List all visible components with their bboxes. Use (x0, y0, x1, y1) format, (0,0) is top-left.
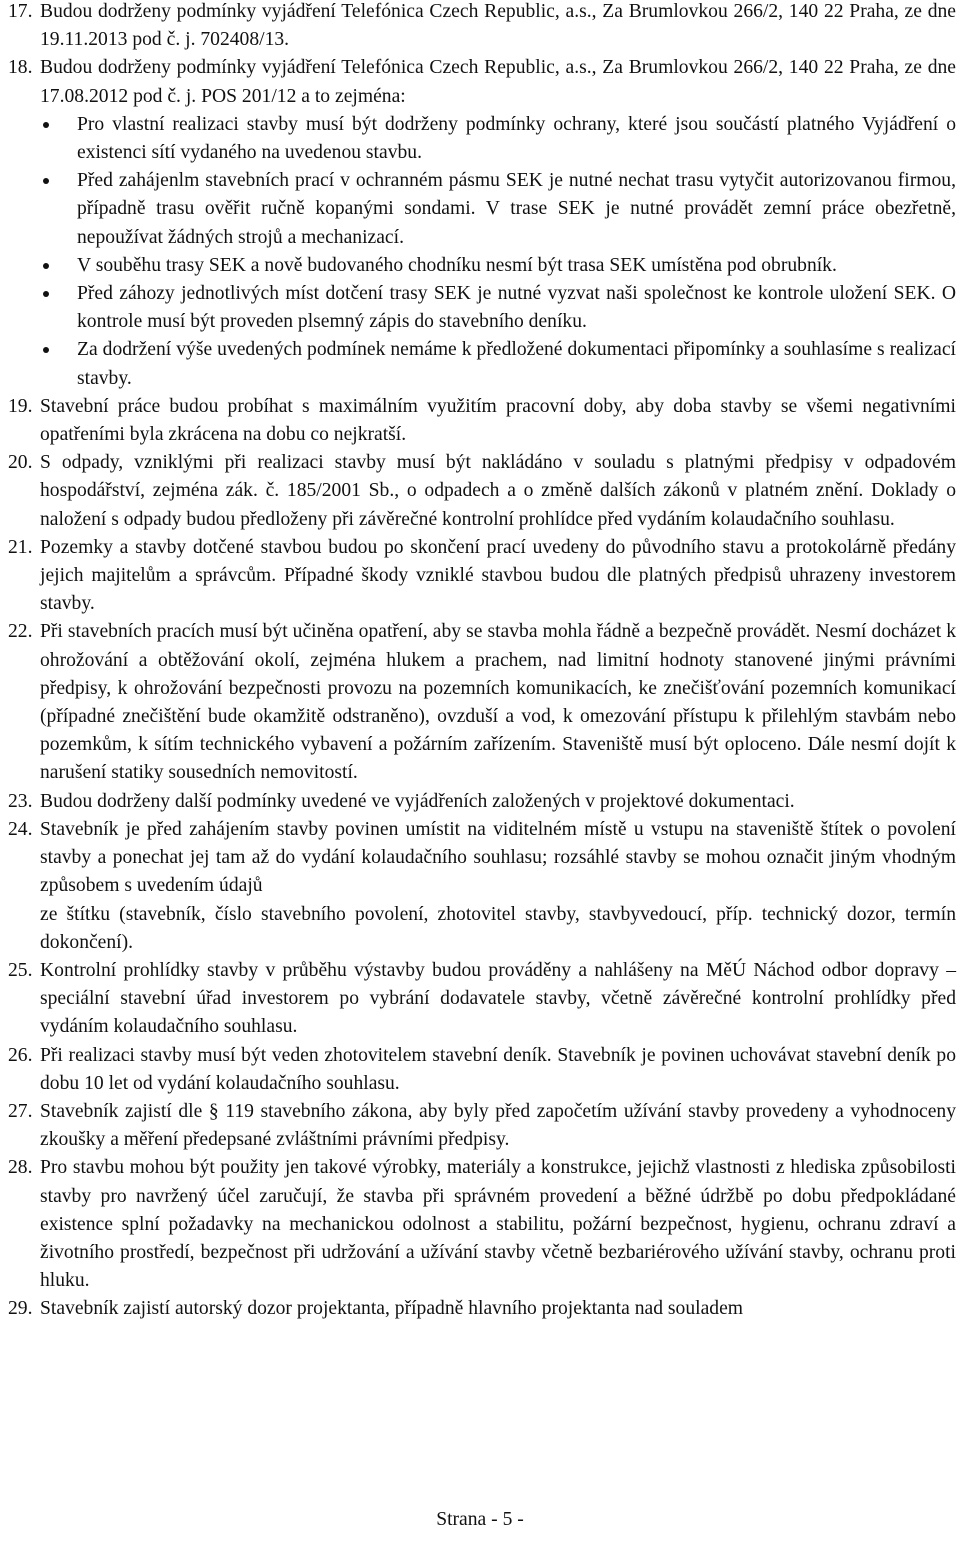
item-text: Pro stavbu mohou být použity jen takové výrobky, materiály a konstrukce, jejichž vlastnosti z hlediska způsobilosti stavby pro navržený účel zaručují, že stavba při správném provedení a běžné údržbě po dobu předpokládané existence splní požadavky na mechanickou odolnost a stabilitu, požární bezpečnost, hygienu, ochranu zdraví a životního prostředí, bezpečnost při udržování a užívání stavby včetně bezbariérového užívání stavby, ochranu proti hluku. (40, 1157, 956, 1292)
list-item-18 (8, 54, 956, 110)
item-number: 25. (8, 959, 33, 981)
item-number: 27. (8, 1100, 33, 1122)
list-item-22 (8, 618, 956, 787)
list-item-20 (8, 449, 956, 534)
item-text: Při stavebních pracích musí být učiněna opatření, aby se stavba mohla řádně a bezpečně provádět. Nesmí docházet k ohrožování a obtěžování okolí, zejména hlukem a prachem, nad limitní hodnoty stanovené jinými právními předpisy, k ohrožování bezpečnosti provozu na pozemních komunikacích, ke znečišťování pozemních komunikací (případné znečištění bude okamžitě odstraněno), ovzduší a vod, k omezování přístupu k přilehlým stavbám nebo pozemkům, k sítím technického vybavení a požárním zařízením. Staveniště musí být oploceno. Dále nesmí dojít k narušení statiky sousedních nemovitostí. (40, 621, 956, 784)
list-item-29 (8, 1295, 956, 1323)
item-number: 21. (8, 536, 33, 558)
item-number: 26. (8, 1044, 33, 1066)
item-text: Stavebník zajistí autorský dozor projektanta, případně hlavního projektanta nad souladem (40, 1298, 744, 1320)
item-number: 28. (8, 1157, 33, 1179)
item-number: 23. (8, 790, 33, 812)
page-number-footer: Strana - 5 - (436, 1509, 524, 1530)
item-text: Budou dodrženy podmínky vyjádření Telefónica Czech Republic, a.s., Za Brumlovkou 266/2, 140 22 Praha, ze dne 17.08.2012 pod č. j. POS 201/12 a to zejména: (40, 57, 956, 107)
document-body (8, 0, 956, 1324)
item-text: Budou dodrženy další podmínky uvedené ve vyjádřeních založených v projektové dokumentaci. (40, 790, 795, 812)
item-number: 24. (8, 818, 33, 840)
list-item-19 (8, 393, 956, 449)
item-number: 20. (8, 452, 33, 474)
bullet-icon (40, 336, 77, 364)
list-item-28 (8, 1154, 956, 1295)
list-item-25 (8, 957, 956, 1042)
bullet-icon (40, 167, 77, 195)
item-text-block (40, 816, 956, 957)
item-number: 18. (8, 57, 33, 79)
bullet-text: Za dodržení výše uvedených podmínek nemáme k předložené dokumentaci připomínky a souhlasíme s realizací stavby. (77, 339, 956, 389)
bullet-item (40, 280, 956, 336)
bullet-icon (40, 111, 77, 139)
bullet-icon (40, 280, 77, 308)
bullet-text: Před záhozy jednotlivých míst dotčení trasy SEK je nutné vyzvat naši společnost ke kontrole uložení SEK. O kontrole musí být proveden plsemný zápis do stavebního deníku. (77, 283, 956, 333)
bullet-list (8, 111, 956, 393)
item-text: Kontrolní prohlídky stavby v průběhu výstavby budou prováděny a nahlášeny na MěÚ Náchod odbor dopravy – speciální stavební úřad investorem po vybrání dodavatele stavby, včetně závěrečné kontrolní prohlídky před vydáním kolaudačního souhlasu. (40, 959, 956, 1038)
bullet-text: Před zahájenlm stavebních prací v ochranném pásmu SEK je nutné nechat trasu vytyčit autorizovanou firmou, případně trasu ověřit ručně kopanými sondami. V trase SEK je nutné provádět zemní práce obezřetně, nepoužívat žádných strojů a mechanizací. (77, 170, 956, 248)
bullet-item (40, 336, 956, 392)
list-item-17 (8, 0, 956, 54)
item-number: 22. (8, 621, 33, 643)
item-text: S odpady, vzniklými při realizaci stavby musí být nakládáno v souladu s platnými předpisy v odpadovém hospodářství, zejména zák. č. 185/2001 Sb., o odpadech a o změně dalších zákonů v platném znění. Doklady o naložení s odpady budou předloženy při závěrečné kontrolní prohlídce před vydáním kolaudačního souhlasu. (40, 452, 956, 530)
list-item-27 (8, 1098, 956, 1154)
item-text: Budou dodrženy podmínky vyjádření Telefónica Czech Republic, a.s., Za Brumlovkou 266/2, 140 22 Praha, ze dne 19.11.2013 pod č. j. 702408/13. (40, 1, 956, 51)
bullet-text: V souběhu trasy SEK a nově budovaného chodníku nesmí být trasa SEK umístěna pod obrubník. (77, 254, 837, 276)
item-text: Pozemky a stavby dotčené stavbou budou po skončení prací uvedeny do původního stavu a protokolárně předány jejich majitelům a správcům. Případné škody vzniklé stavbou budou dle platných předpisů uhrazeny investorem stavby. (40, 536, 956, 615)
bullet-item (40, 111, 956, 167)
list-item-23 (8, 788, 956, 816)
list-item-24 (8, 816, 956, 957)
bullet-text: Pro vlastní realizaci stavby musí být dodrženy podmínky ochrany, které jsou součástí platného Vyjádření o existenci sítí vydaného na uvedenou stavbu. (77, 113, 956, 164)
bullet-icon (40, 252, 77, 280)
item-number: 29. (8, 1298, 33, 1320)
item-text-continued: ze štítku (stavebník, číslo stavebního povolení, zhotovitel stavby, stavbyvedoucí, příp. technický dozor, termín dokončení). (40, 903, 956, 953)
bullet-item (40, 167, 956, 252)
item-number: 19. (8, 395, 33, 417)
bullet-item (40, 252, 956, 280)
list-item-26 (8, 1042, 956, 1098)
item-text: Stavebník zajistí dle § 119 stavebního zákona, aby byly před započetím užívání stavby provedeny a vyhodnoceny zkoušky a měření předepsané zvláštními právními předpisy. (40, 1100, 956, 1151)
item-text: Při realizaci stavby musí být veden zhotovitelem stavební deník. Stavebník je povinen uchovávat stavební deník po dobu 10 let od vydání kolaudačního souhlasu. (40, 1044, 956, 1094)
item-number: 17. (8, 1, 33, 22)
item-text: Stavebník je před zahájením stavby povinen umístit na viditelném místě u vstupu na staveniště štítek o povolení stavby a ponechat jej tam až do vydání kolaudačního souhlasu; rozsáhlé stavby se mohou označit jiným vhodným způsobem s uvedením údajů (40, 818, 956, 897)
item-text: Stavební práce budou probíhat s maximálním využitím pracovní doby, aby doba stavby se všemi negativními opatřeními byla zkrácena na dobu co nejkratší. (40, 395, 956, 446)
list-item-21 (8, 534, 956, 619)
